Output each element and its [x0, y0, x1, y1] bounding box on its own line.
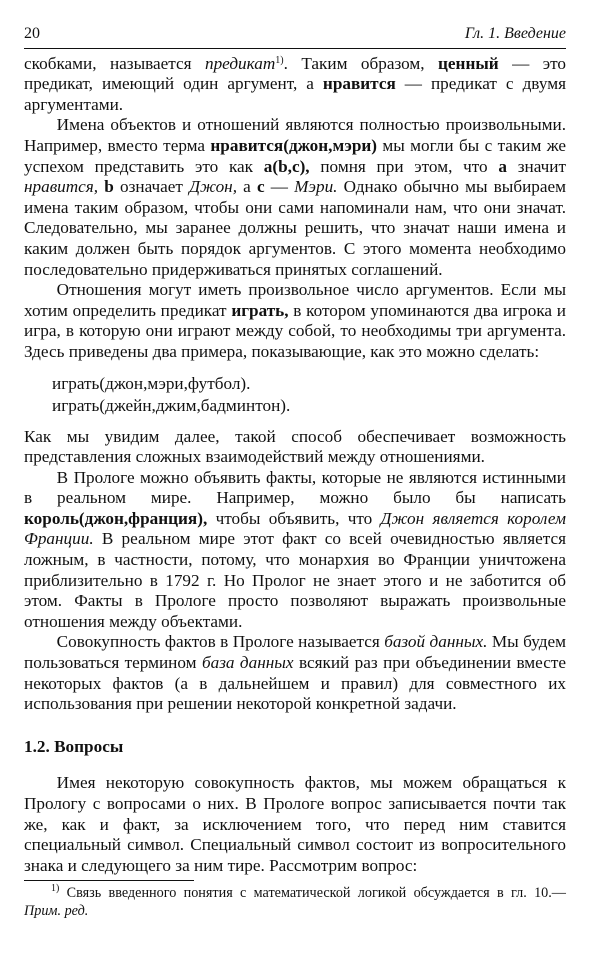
footnote-divider — [24, 880, 194, 881]
page-header — [24, 24, 566, 49]
running-title: Гл. 1. Введение — [464, 25, 566, 42]
page-number: 20 — [24, 25, 40, 42]
paragraph-database: Совокупность фактов в Прологе называется базой данных. Мы будем пользоваться термином база данных всякий раз при объединении вместе некоторых фактов (а в дальнейшем и правил) для совместного их использования при решении некоторой конкретной задачи. — [24, 632, 567, 714]
section-heading: 1.2. Вопросы — [24, 736, 124, 756]
paragraph-complex-interactions: Как мы увидим далее, такой способ обеспечивает возможность представления сложных взаимодействий между отношениями. — [24, 426, 566, 467]
paragraph-false-facts: В Прологе можно объявить факты, которые не являются истинными в реальном мире. Например, можно было бы написать король(джон,франция), чтобы объявить, что Джон является королем Франции. В реальном мире этот факт со всей очевидностью является ложным, в частности, потому, что монархия во Франции уничтожена приблизительно в 1792 г. Но Пролог не знает этого и не заботится об этом. Факты в Прологе просто позволяют выражать произвольные отношения между объектами. — [24, 467, 566, 631]
paragraph-arbitrary-names: Имена объектов и отношений являются полностью произвольными. Например, вместо терма нравится(джон,мэри) мы могли бы с таким же успехом представить это как a(b,c), помня при этом, что a значит нравится, b означает Джон, а c — Мэри. Однако обычно мы выбираем имена таким образом, чтобы они сами напоминали нам, что они значат. Следовательно, мы заранее должны решить, что значат наши имена и каким должен быть порядок аргументов. С этого момента необходимо последовательно придерживаться принятых соглашений. — [24, 115, 567, 279]
paragraph-questions: Имея некоторую совокупность фактов, мы можем обращаться к Прологу с вопросами о них. В Прологе вопрос записывается почти так же, как и факт, за исключением того, что перед ним ставится специальный символ. Специальный символ состоит из вопросительного знака и следующего за ним тире. Рассмотрим вопрос: — [24, 773, 566, 875]
code-line: играть(джейн,джим,бадминтон). — [52, 395, 291, 415]
paragraph-arguments: Отношения могут иметь произвольное число аргументов. Если мы хотим определить предикат играть, в котором упоминаются два игрока и игра, в которую они играют между собой, то необходимы три аргумента. Здесь приведены два примера, показывающие, как это можно сделать: — [24, 280, 566, 361]
code-line: играть(джон,мэри,футбол). — [52, 373, 251, 393]
footnote: $^{1)}$ Связь введенного понятия с математической логикой обсуждается в гл. 10.— Прим. ред. — [24, 883, 566, 920]
paragraph-predicate: скобками, называется предикат$^{1)}$. Таким образом, ценный — это предикат, имеющий один аргумент, а нравится — предикат с двумя аргументами. — [24, 53, 566, 114]
code-examples — [52, 373, 566, 417]
footnote-marker: 1) — [275, 54, 284, 66]
